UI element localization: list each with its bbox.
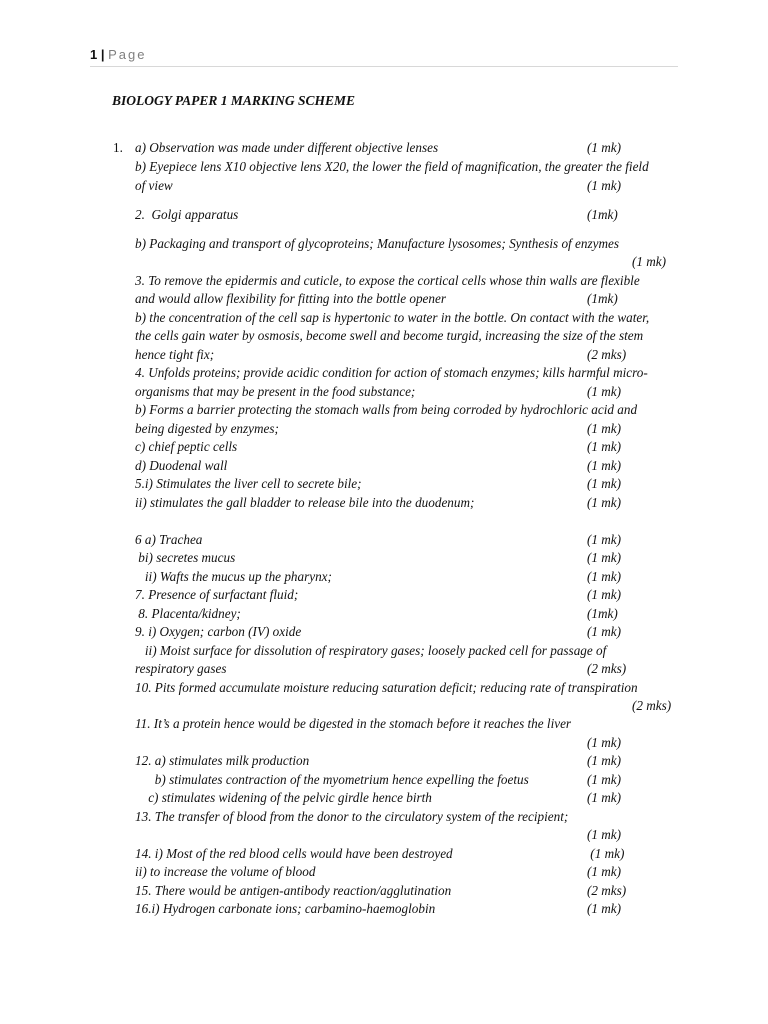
mark-allocation: (1 mk) (587, 864, 622, 879)
mark-allocation: (1 mk) (587, 772, 622, 787)
answer-line: 16.i) Hydrogen carbonate ions; carbamino-haemoglobin (135, 901, 436, 916)
answer-line: 5.i) Stimulates the liver cell to secrete bile; (135, 476, 362, 491)
answer-line: 9. i) Oxygen; carbon (IV) oxide (135, 624, 302, 639)
answer-line: ii) Wafts the mucus up the pharynx; (135, 569, 332, 584)
mark-allocation: (1mk) (587, 606, 618, 621)
answer-line: being digested by enzymes; (135, 421, 279, 436)
document-title: BIOLOGY PAPER 1 MARKING SCHEME (112, 93, 356, 108)
mark-allocation: (1 mk) (587, 901, 622, 916)
mark-allocation: (1mk) (587, 207, 618, 222)
mark-allocation: (1 mk) (587, 495, 622, 510)
answer-line: 14. i) Most of the red blood cells would have been destroyed (135, 846, 453, 861)
mark-allocation: (1 mk) (587, 827, 622, 842)
answer-line: hence tight fix; (135, 347, 215, 362)
answer-line: ii) to increase the volume of blood (135, 864, 316, 879)
answer-line: b) Packaging and transport of glycoproteins; Manufacture lysosomes; Synthesis of enzymes (135, 236, 619, 251)
mark-allocation: (1mk) (587, 291, 618, 306)
answer-line: 11. It’s a protein hence would be digested in the stomach before it reaches the liver (135, 716, 572, 731)
mark-allocation: (1 mk) (587, 178, 622, 193)
mark-allocation: (1 mk) (587, 790, 622, 805)
answer-line: and would allow flexibility for fitting into the bottle opener (135, 291, 446, 306)
mark-allocation: (1 mk) (587, 753, 622, 768)
answer-line: ii) Moist surface for dissolution of respiratory gases; loosely packed cell for passage of (135, 643, 607, 658)
page-header (90, 47, 678, 67)
answer-line: respiratory gases (135, 661, 227, 676)
answer-line: ii) stimulates the gall bladder to release bile into the duodenum; (135, 495, 475, 510)
page-separator: | (97, 47, 109, 62)
mark-allocation: (1 mk) (587, 140, 622, 155)
answer-line: 3. To remove the epidermis and cuticle, to expose the cortical cells whose thin walls are flexible (135, 273, 640, 288)
answer-line: c) stimulates widening of the pelvic girdle hence birth (135, 790, 432, 805)
mark-allocation: (1 mk) (587, 532, 622, 547)
mark-allocation: (2 mks) (587, 883, 627, 898)
mark-allocation: (1 mk) (587, 587, 622, 602)
mark-allocation: (2 mks) (632, 698, 672, 713)
page-word: Page (108, 47, 147, 62)
mark-allocation: (1 mk) (587, 421, 622, 436)
mark-allocation: (2 mks) (587, 347, 627, 362)
mark-allocation: (1 mk) (587, 458, 622, 473)
answer-line: 7. Presence of surfactant fluid; (135, 587, 299, 602)
answer-line: 13. The transfer of blood from the donor to the circulatory system of the recipient; (135, 809, 569, 824)
answer-line: bi) secretes mucus (135, 550, 236, 565)
mark-allocation: (1 mk) (587, 846, 625, 861)
mark-allocation: (1 mk) (587, 735, 622, 750)
answer-line: 8. Placenta/kidney; (135, 606, 241, 621)
answer-line: 4. Unfolds proteins; provide acidic condition for action of stomach enzymes; kills harmful micro- (135, 365, 648, 380)
answer-line: 15. There would be antigen-antibody reaction/agglutination (135, 883, 452, 898)
mark-allocation: (1 mk) (632, 254, 667, 269)
question-one-number: 1. (113, 140, 123, 155)
answer-line: 12. a) stimulates milk production (135, 753, 310, 768)
mark-allocation: (2 mks) (587, 661, 627, 676)
answer-line: b) Eyepiece lens X10 objective lens X20, the lower the field of magnification, the greater the field (135, 159, 649, 174)
answer-line: a) Observation was made under different objective lenses (135, 140, 439, 155)
mark-allocation: (1 mk) (587, 550, 622, 565)
answer-line: 10. Pits formed accumulate moisture reducing saturation deficit; reducing rate of transpiration (135, 680, 638, 695)
page-number: 1 (90, 47, 98, 62)
answer-line: b) Forms a barrier protecting the stomach walls from being corroded by hydrochloric acid and (135, 402, 638, 417)
mark-allocation: (1 mk) (587, 439, 622, 454)
answer-line: b) the concentration of the cell sap is hypertonic to water in the bottle. On contact with the water, (135, 310, 650, 325)
mark-allocation: (1 mk) (587, 384, 622, 399)
answer-line: of view (135, 178, 173, 193)
answer-line: b) stimulates contraction of the myometrium hence expelling the foetus (135, 772, 529, 787)
answer-line: the cells gain water by osmosis, become swell and become turgid, increasing the size of the stem (135, 328, 644, 343)
answer-line: 2. Golgi apparatus (135, 207, 239, 222)
mark-allocation: (1 mk) (587, 624, 622, 639)
mark-allocation: (1 mk) (587, 569, 622, 584)
answer-line: d) Duodenal wall (135, 458, 228, 473)
mark-allocation: (1 mk) (587, 476, 622, 491)
answer-line: c) chief peptic cells (135, 439, 238, 454)
answer-line: organisms that may be present in the food substance; (135, 384, 416, 399)
answer-line: 6 a) Trachea (135, 532, 203, 547)
